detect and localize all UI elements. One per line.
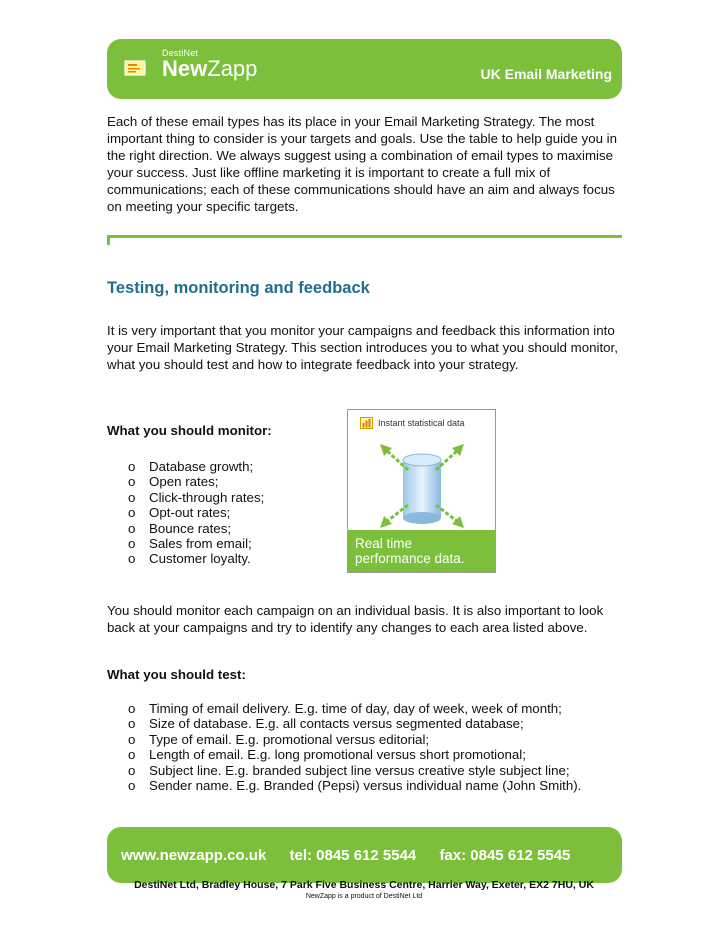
intro-paragraph: Each of these email types has its place in your Email Marketing Strategy. The most important thing to consider is your targets and goals. Use the table to help guide you in the right direction. We always suggest using a combination of email types to maximise your success. Just like offline marketing it is important to create a full mix of communications; each of these communications should have an aim and always focus on meeting your specific targets. — [107, 114, 618, 214]
figure-header: Instant statistical data — [378, 418, 465, 428]
database-icon — [368, 440, 478, 530]
list-item: o Type of email. E.g. promotional versus editorial; — [128, 731, 430, 747]
envelope-logo-icon — [124, 58, 148, 78]
list-item: o Size of database. E.g. all contacts versus segmented database; — [128, 716, 524, 732]
monitor-list — [128, 459, 264, 567]
header-banner — [107, 39, 622, 99]
bar-chart-icon — [360, 417, 373, 429]
footer-contact — [121, 847, 589, 864]
list-item: o Open rates; — [128, 474, 219, 490]
test-heading: What you should test: — [107, 667, 246, 682]
newzapp-logo[interactable] — [119, 44, 264, 84]
logo-newzapp-text: NewZapp — [162, 56, 258, 81]
list-item: o Subject line. E.g. branded subject line versus creative style subject line; — [128, 762, 570, 778]
footer-product-note: NewZapp is a product of DestiNet Ltd — [305, 893, 423, 900]
list-item: o Customer loyalty. — [128, 551, 251, 567]
test-list — [128, 701, 581, 793]
monitor-heading: What you should monitor: — [107, 423, 272, 438]
list-item: o Bounce rates; — [128, 520, 232, 536]
figure-caption: Real time performance data. — [355, 536, 465, 566]
list-item: o Click-through rates; — [128, 489, 265, 505]
figure-caption-band — [348, 530, 495, 572]
list-item: o Opt-out rates; — [128, 505, 231, 521]
list-item: o Sender name. E.g. Branded (Pepsi) versus individual name (John Smith). — [128, 778, 582, 794]
section-divider — [107, 235, 622, 238]
list-item: o Length of email. E.g. long promotional versus short promotional; — [128, 747, 526, 763]
statistics-figure — [347, 409, 496, 573]
footer-banner — [107, 827, 622, 883]
list-item: o Timing of email delivery. E.g. time of day, day of week, week of month; — [128, 701, 562, 716]
logo-destinet-text: DestiNet — [162, 48, 199, 58]
footer-tel: tel: 0845 612 5544 — [289, 847, 417, 864]
section-title: Testing, monitoring and feedback — [107, 279, 370, 297]
section-divider-tick — [107, 235, 110, 245]
footer-address: DestiNet Ltd, Bradley House, 7 Park Five Business Centre, Harrier Way, Exeter, EX2 7HU, UK — [134, 879, 594, 891]
footer-website-link[interactable]: www.newzapp.co.uk — [121, 847, 267, 864]
list-item: o Sales from email; — [128, 536, 252, 552]
footer-fax: fax: 0845 612 5545 — [439, 847, 571, 864]
section-intro: It is very important that you monitor your campaigns and feedback this information into your Email Marketing Strategy. This section introduces you to what you should monitor, what you should test and how to integrate feedback into your strategy. — [107, 323, 618, 372]
list-item: o Database growth; — [128, 459, 254, 474]
monitor-paragraph: You should monitor each campaign on an individual basis. It is also important to look back at your campaigns and try to identify any changes to each area listed above. — [107, 603, 604, 635]
header-tagline: UK Email Marketing — [480, 66, 612, 82]
